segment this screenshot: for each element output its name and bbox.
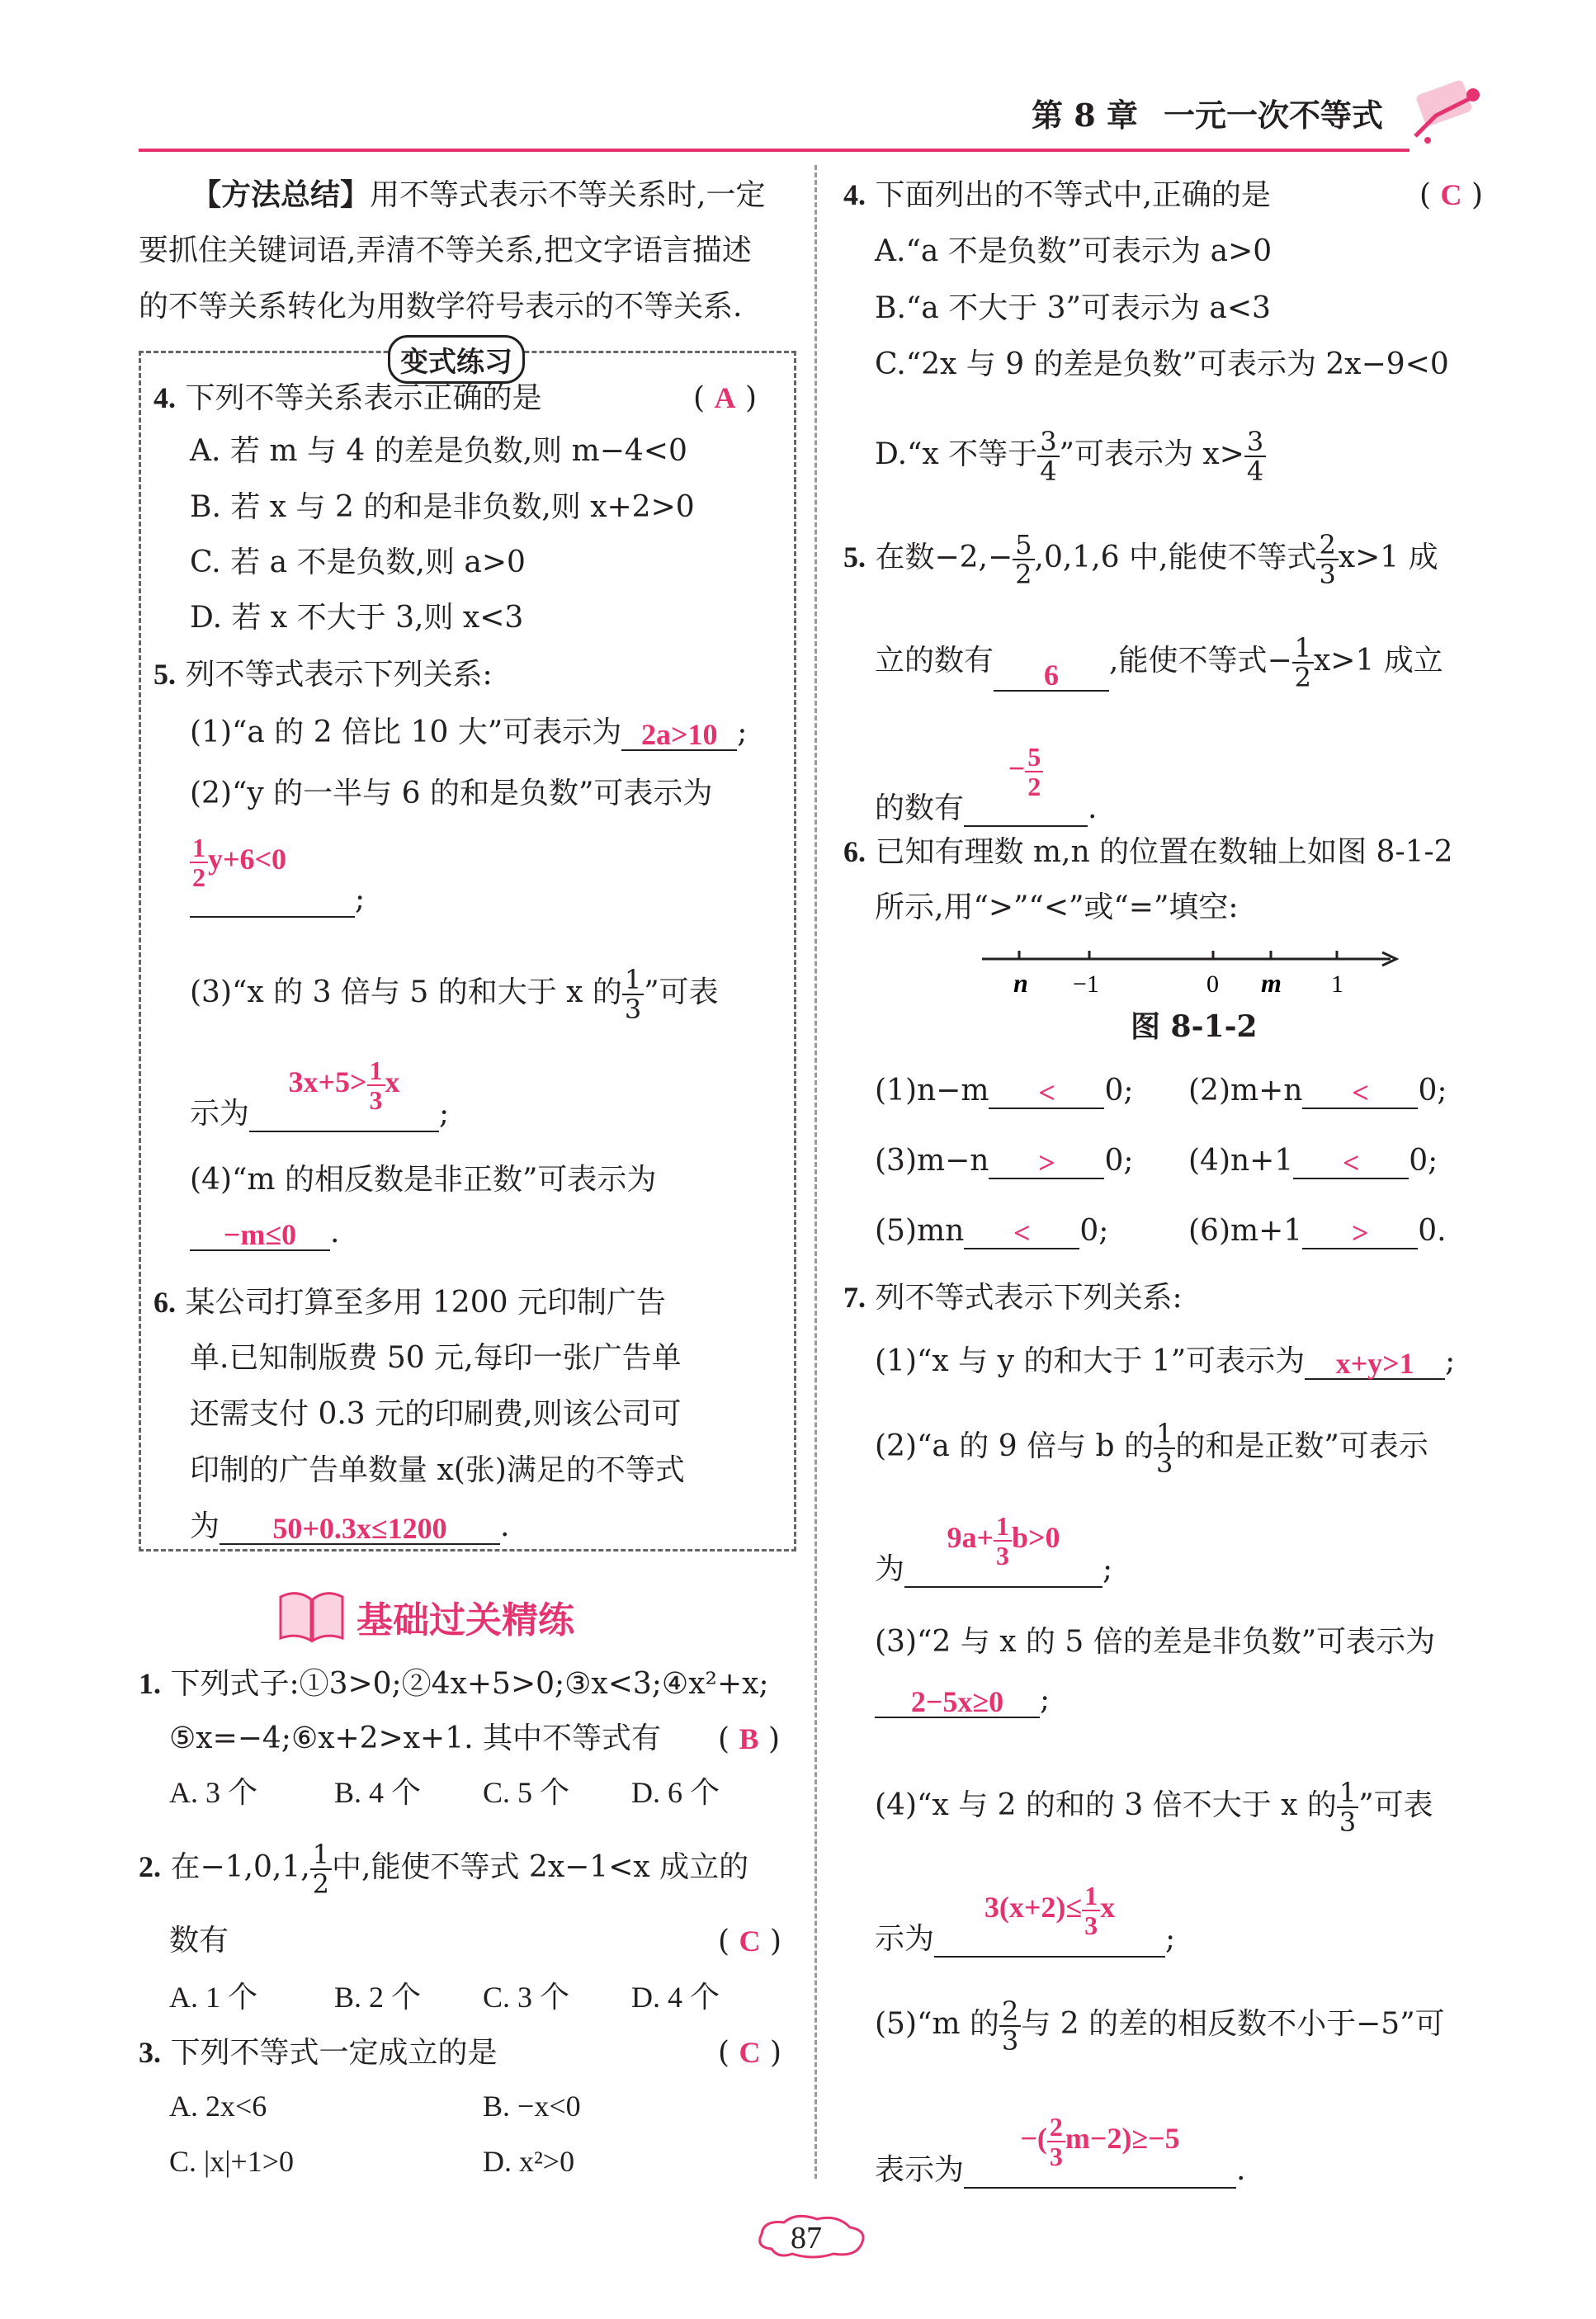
chapter-label: 第 8 章	[1032, 97, 1138, 134]
axis-label-1: 1	[1331, 971, 1343, 998]
left-q6-line-4: 印制的广告单数量 x(张)满足的不等式	[190, 1453, 685, 1487]
axis-label-0: 0	[1206, 971, 1219, 998]
basic-q1-opt-a: A. 3 个	[169, 1776, 257, 1809]
right-q6-item-4: (4)n+1 < 0;	[1188, 1144, 1438, 1179]
right-q7-p2: (2)“a 的 9 倍与 b 的 $\frac{1}{3}$ 的和是正数”可表示	[875, 1418, 1428, 1479]
left-q4-answer-paren: ( A )	[693, 381, 757, 415]
basic-q3-opt-a: A. 2x<6	[169, 2090, 267, 2123]
right-q6-item-5: (5)mn < 0;	[875, 1214, 1109, 1249]
basic-q2-answer-paren: ( C )	[718, 1925, 781, 1958]
right-q7-a2: b>0	[1012, 1521, 1060, 1555]
method-line-2: 要抓住关键词语,弄清不等关系,把文字语言描述	[139, 234, 752, 267]
basic-q3-answer-paren: ( C )	[718, 2036, 781, 2070]
basic-q1-answer: B	[739, 1722, 759, 1755]
left-q5-a2: y+6<0	[208, 843, 287, 876]
variant-practice-title: 变式练习	[388, 335, 525, 384]
right-q4-answer: C	[1440, 178, 1462, 211]
right-q4-stem: 4. 下面列出的不等式中,正确的是	[843, 178, 1271, 212]
basic-q2-opt-c: C. 3 个	[483, 1981, 570, 2014]
left-q5-p3: (3)“x 的 3 倍与 5 的和大于 x 的 $\frac{1}{3}$ ”可表	[190, 964, 719, 1025]
figure-caption: 图 8-1-2	[1131, 1009, 1258, 1044]
left-q5-a4: −m≤0	[223, 1218, 297, 1251]
left-q4-opt-a: A. 若 m 与 4 的差是负数,则 m−4<0	[190, 434, 687, 468]
right-q6-item-3-answer: >	[1038, 1146, 1055, 1179]
basic-q1-opt-d: D. 6 个	[631, 1776, 720, 1809]
right-q5-answer-2: − $\frac{5}{2}$	[1008, 752, 1044, 785]
left-q6-line-1: 6. 某公司打算至多用 1200 元印制广告	[153, 1286, 666, 1320]
right-q4-opt-b: B.“a 不大于 3”可表示为 a<3	[875, 291, 1271, 325]
basic-q2-line-1: 2. 在−1,0,1, $\frac{1}{2}$ 中,能使不等式 2x−1<x 成立的	[139, 1839, 749, 1900]
left-q6-answer: 50+0.3x≤1200	[272, 1512, 447, 1545]
right-q6-line-1: 6. 已知有理数 m,n 的位置在数轴上如图 8-1-2	[843, 835, 1453, 869]
right-q6-item-3: (3)m−n > 0;	[875, 1144, 1134, 1179]
basic-q1-opt-c: C. 5 个	[483, 1776, 570, 1809]
right-q4-opt-a: A.“a 不是负数”可表示为 a>0	[875, 234, 1273, 268]
right-q5-line-3: 的数有− $\frac{5}{2}$ .	[875, 742, 1098, 825]
left-q5-a2-line: $\frac{1}{2}$ y+6<0;	[190, 834, 365, 918]
right-q6-item-6: (6)m+1 > 0.	[1188, 1214, 1447, 1249]
basic-q1-line-2: ⑤x=−4;⑥x+2>x+1. 其中不等式有	[169, 1722, 662, 1755]
basic-q1-answer-paren: ( B )	[718, 1722, 781, 1756]
method-text: 用不等式表示不等关系时,一定	[370, 178, 766, 212]
pencil-decoration-icon	[1403, 78, 1494, 153]
axis-label-m: m	[1261, 968, 1282, 998]
right-q7-a5-line: 表示为−( $\frac{2}{3}$ m−2)≥−5.	[875, 2112, 1246, 2187]
method-line-3: 的不等关系转化为用数学符号表示的不等关系.	[139, 290, 743, 324]
basic-q2-opt-a: A. 1 个	[169, 1981, 257, 2014]
basic-q3-opt-b: B. −x<0	[483, 2090, 581, 2123]
basic-q3-opt-c: C. |x|+1>0	[169, 2145, 295, 2178]
right-q6-item-1-answer: <	[1038, 1076, 1055, 1109]
column-divider	[815, 165, 817, 2179]
left-q5-a3-line: 示为3x+5> $\frac{1}{3}$ x;	[190, 1056, 450, 1131]
right-q6-item-5-answer: <	[1013, 1216, 1031, 1249]
left-q4-opt-c: C. 若 a 不是负数,则 a>0	[190, 546, 526, 579]
basic-q2-opt-d: D. 4 个	[631, 1981, 720, 2014]
right-q6-item-2-answer: <	[1352, 1076, 1369, 1109]
left-q5-a1: 2a>10	[640, 718, 718, 751]
right-q5-answer-1: 6	[1044, 659, 1060, 692]
header-rule	[139, 149, 1409, 152]
basic-q3-answer: C	[739, 2036, 761, 2069]
left-q6-answer-line: 为 50+0.3x≤1200 .	[190, 1509, 510, 1545]
right-q7-a1: x+y>1	[1335, 1347, 1414, 1380]
left-q5-p1: (1)“a 的 2 倍比 10 大”可表示为 2a>10 ;	[190, 716, 748, 751]
basic-q2-opt-b: B. 2 个	[334, 1981, 422, 2014]
right-q6-item-2: (2)m+n < 0;	[1188, 1074, 1447, 1109]
method-tag: 【方法总结】	[191, 177, 371, 212]
method-line-1	[191, 177, 765, 214]
right-q7-p3: (3)“2 与 x 的 5 倍的差是非负数”可表示为	[875, 1625, 1436, 1659]
chapter-title: 一元一次不等式	[1164, 97, 1384, 134]
left-q4-answer: A	[714, 381, 736, 414]
left-q5-p4: (4)“m 的相反数是非正数”可表示为	[190, 1163, 657, 1197]
basic-q2-line-2: 数有	[169, 1924, 229, 1958]
basic-q1-opt-b: B. 4 个	[334, 1776, 422, 1809]
axis-label-n: n	[1013, 968, 1028, 998]
basic-q3-stem: 3. 下列不等式一定成立的是	[139, 2036, 498, 2070]
right-q5-line-1: 5. 在数−2,− $\frac{5}{2}$ ,0,1,6 中,能使不等式 $\frac{2}{3}$ x>1 成	[843, 529, 1438, 590]
axis-label-neg1: −1	[1073, 971, 1099, 998]
right-q5-line-2: 立的数有 6 ,能使不等式− $\frac{1}{2}$ x>1 成立	[875, 632, 1443, 693]
right-q4-answer-paren: ( C )	[1419, 178, 1483, 212]
right-q4-opt-d: D.“x 不等于 $\frac{3}{4}$ ”可表示为 x> $\frac{3}{4}$	[875, 427, 1266, 485]
left-q5-p2: (2)“y 的一半与 6 的和是负数”可表示为	[190, 777, 713, 810]
right-q7-a4-line: 示为3(x+2)≤ $\frac{1}{3}$ x;	[875, 1881, 1176, 1956]
book-icon	[276, 1585, 351, 1646]
basic-q3-opt-d: D. x²>0	[483, 2145, 575, 2178]
right-q7-p1: (1)“x 与 y 的和大于 1”可表示为 x+y>1 ;	[875, 1344, 1456, 1380]
right-q6-item-6-answer: >	[1351, 1216, 1369, 1249]
right-q7-p4: (4)“x 与 2 的和的 3 倍不大于 x 的 $\frac{1}{3}$ ”可表	[875, 1777, 1433, 1838]
left-q4-opt-b: B. 若 x 与 2 的和是非负数,则 x+2>0	[190, 490, 695, 524]
section-title: 基础过关精练	[357, 1599, 574, 1641]
right-q6-line-2: 所示,用“>”“<”或“=”填空:	[875, 890, 1239, 924]
right-q7-a4: x	[1100, 1891, 1116, 1925]
left-q5-a4-line: −m≤0 .	[190, 1215, 339, 1251]
left-q4-opt-d: D. 若 x 不大于 3,则 x<3	[190, 601, 524, 635]
basic-q1-line-1: 1. 下列式子:①3>0;②4x+5>0;③x<3;④x²+x;	[139, 1667, 769, 1701]
right-q7-a2-line: 为9a+ $\frac{1}{3}$ b>0;	[875, 1511, 1113, 1586]
number-line	[974, 941, 1403, 1007]
left-q6-line-2: 单.已知制版费 50 元,每印一张广告单	[190, 1341, 682, 1375]
right-q7-a5: m−2)≥−5	[1065, 2122, 1180, 2156]
right-q6-item-4-answer: <	[1342, 1146, 1360, 1179]
right-q7-p5: (5)“m 的 $\frac{2}{3}$ 与 2 的差的相反数不小于−5”可	[875, 1995, 1445, 2057]
left-q5-a3: x	[385, 1065, 400, 1099]
right-q6-item-1: (1)n−m < 0;	[875, 1074, 1134, 1109]
page-number: 87	[791, 2221, 822, 2255]
left-q5-stem: 5. 列不等式表示下列关系:	[153, 658, 493, 692]
left-q4-stem: 4. 下列不等关系表示正确的是	[153, 381, 542, 415]
right-q7-stem: 7. 列不等式表示下列关系:	[843, 1281, 1183, 1315]
basic-q2-answer: C	[739, 1925, 761, 1958]
right-q7-a3-line: 2−5x≥0 ;	[875, 1682, 1050, 1718]
right-q4-opt-c: C.“2x 与 9 的差是负数”可表示为 2x−9<0	[875, 347, 1449, 381]
left-q6-line-3: 还需支付 0.3 元的印刷费,则该公司可	[190, 1397, 682, 1431]
right-q7-a3: 2−5x≥0	[910, 1685, 1004, 1718]
